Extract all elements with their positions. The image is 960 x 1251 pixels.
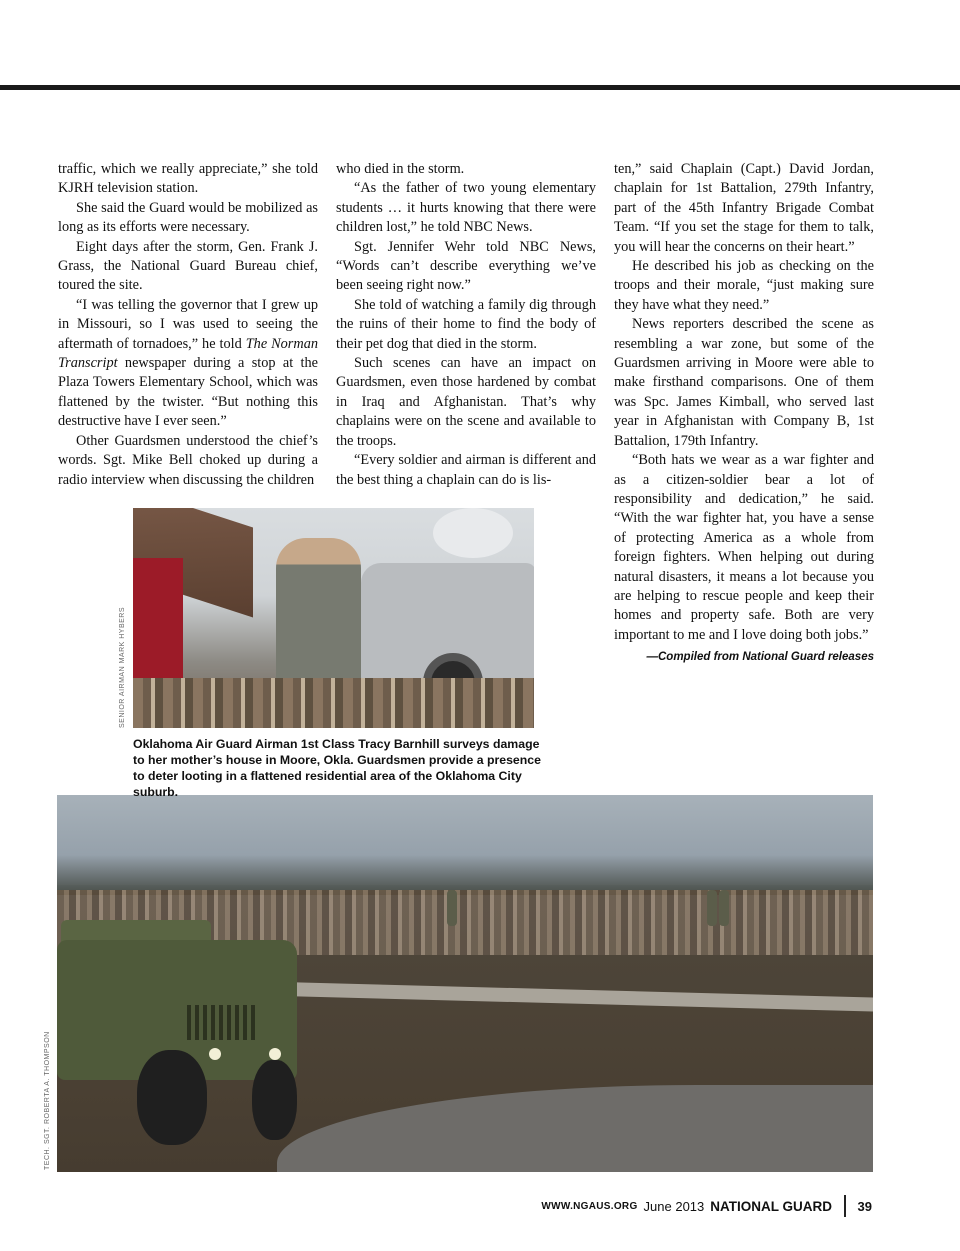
article-paragraph: Sgt. Jennifer Wehr told NBC News, “Words can’t describe everything we’ve been seeing right now.” (336, 238, 596, 294)
article-paragraph: traffic, which we really appreciate,” she told KJRH television station. (58, 161, 318, 197)
inset-photo-credit: SENIOR AIRMAN MARK HYBERS (119, 606, 126, 728)
inset-photo-airman (133, 508, 534, 728)
article-paragraph: “Every soldier and airman is different and the best thing a chaplain can do is lis- (336, 452, 596, 488)
article-paragraph: Eight days after the storm, Gen. Frank J. Grass, the National Guard Bureau chief, toured the site. (58, 238, 318, 294)
footer-issue-date: June 2013 (643, 1198, 705, 1214)
footer-url: WWW.NGAUS.ORG (541, 1200, 638, 1212)
main-photo-tornado-aftermath (57, 795, 873, 1172)
article-paragraph: Other Guardsmen understood the chief’s words. Sgt. Mike Bell choked up during a radio interview when discussing the children (58, 432, 318, 488)
article-attribution: —Compiled from National Guard releases (646, 651, 874, 664)
article-paragraph: “As the father of two young elementary students … it hurts knowing that there were children lost,” he told NBC News. (336, 180, 596, 236)
article-paragraph: She told of watching a family dig through the ruins of their home to find the body of their pet dog that died in the storm. (336, 296, 596, 352)
footer-magazine-name: NATIONAL GUARD (710, 1198, 833, 1214)
header-rule (0, 85, 960, 90)
article-paragraph: News reporters described the scene as resembling a war zone, but some of the Guardsmen arriving in Moore were able to make firsthand comparisons. One of them was Spc. James Kimball, who served last year in Afghanistan with Company B, 1st Battalion, 179th Infantry. (614, 316, 874, 449)
photo-satellite-dish (433, 508, 513, 558)
article-paragraph: who died in the storm. (336, 161, 465, 177)
article-paragraph: ten,” said Chaplain (Capt.) David Jordan, chaplain for 1st Battalion, 279th Infantry, part of the 45th Infantry Brigade Combat Team. “If you set the stage for them to talk, you will hear the concerns on their heart.” (614, 161, 874, 255)
article-paragraph: “I was telling the governor that I grew up in Missouri, so I was used to seeing the aftermath of tornadoes,” he told The Norman Transcript newspaper during a stop at the Plaza Towers Elementary School, which was flattened by the twister. “But nothing this destructive have I ever seen.” (58, 296, 318, 430)
photo-soldier (707, 890, 717, 926)
article-paragraph: “Both hats we wear as a war fighter and as a citizen-soldier bear a lot of responsibility and dedication,” he said. “With the war fighter hat, you have a sense of protecting America as a whole from foreign fighters. When helping out during natural disasters, it means a lot because you are helping to rescue people and keep their homes and property safe. Both are very important to me and I love doing both jobs.” (614, 452, 874, 643)
page-number: 39 (857, 1198, 872, 1214)
photo-soldier (447, 890, 457, 926)
footer-divider (844, 1195, 846, 1217)
main-photo-credit: TECH. SGT. ROBERTA A. THOMPSON (44, 1031, 51, 1170)
page-footer (541, 1195, 872, 1217)
photo-horizon (57, 855, 873, 895)
article-paragraph: He described his job as checking on the troops and their morale, “just making sure they have what they need.” (614, 258, 874, 313)
article-paragraph: Such scenes can have an impact on Guardsmen, even those hardened by combat in Iraq and Afghanistan. That’s why chaplains were on the scene and available to the troops. (336, 355, 596, 449)
text-column-3 (614, 160, 874, 668)
text-column-1 (58, 160, 318, 490)
photo-debris-ground (133, 678, 534, 728)
photo-humvee (57, 920, 302, 1150)
article-paragraph: She said the Guard would be mobilized as long as its efforts were necessary. (58, 199, 318, 236)
photo-caption: Oklahoma Air Guard Airman 1st Class Tracy Barnhill surveys damage to her mother’s house in Moore, Okla. Guardsmen provide a presence to deter looting in a flattened residential area of the Oklahoma City suburb. (133, 737, 541, 799)
photo-soldier (719, 890, 729, 926)
text-column-2 (336, 160, 596, 490)
